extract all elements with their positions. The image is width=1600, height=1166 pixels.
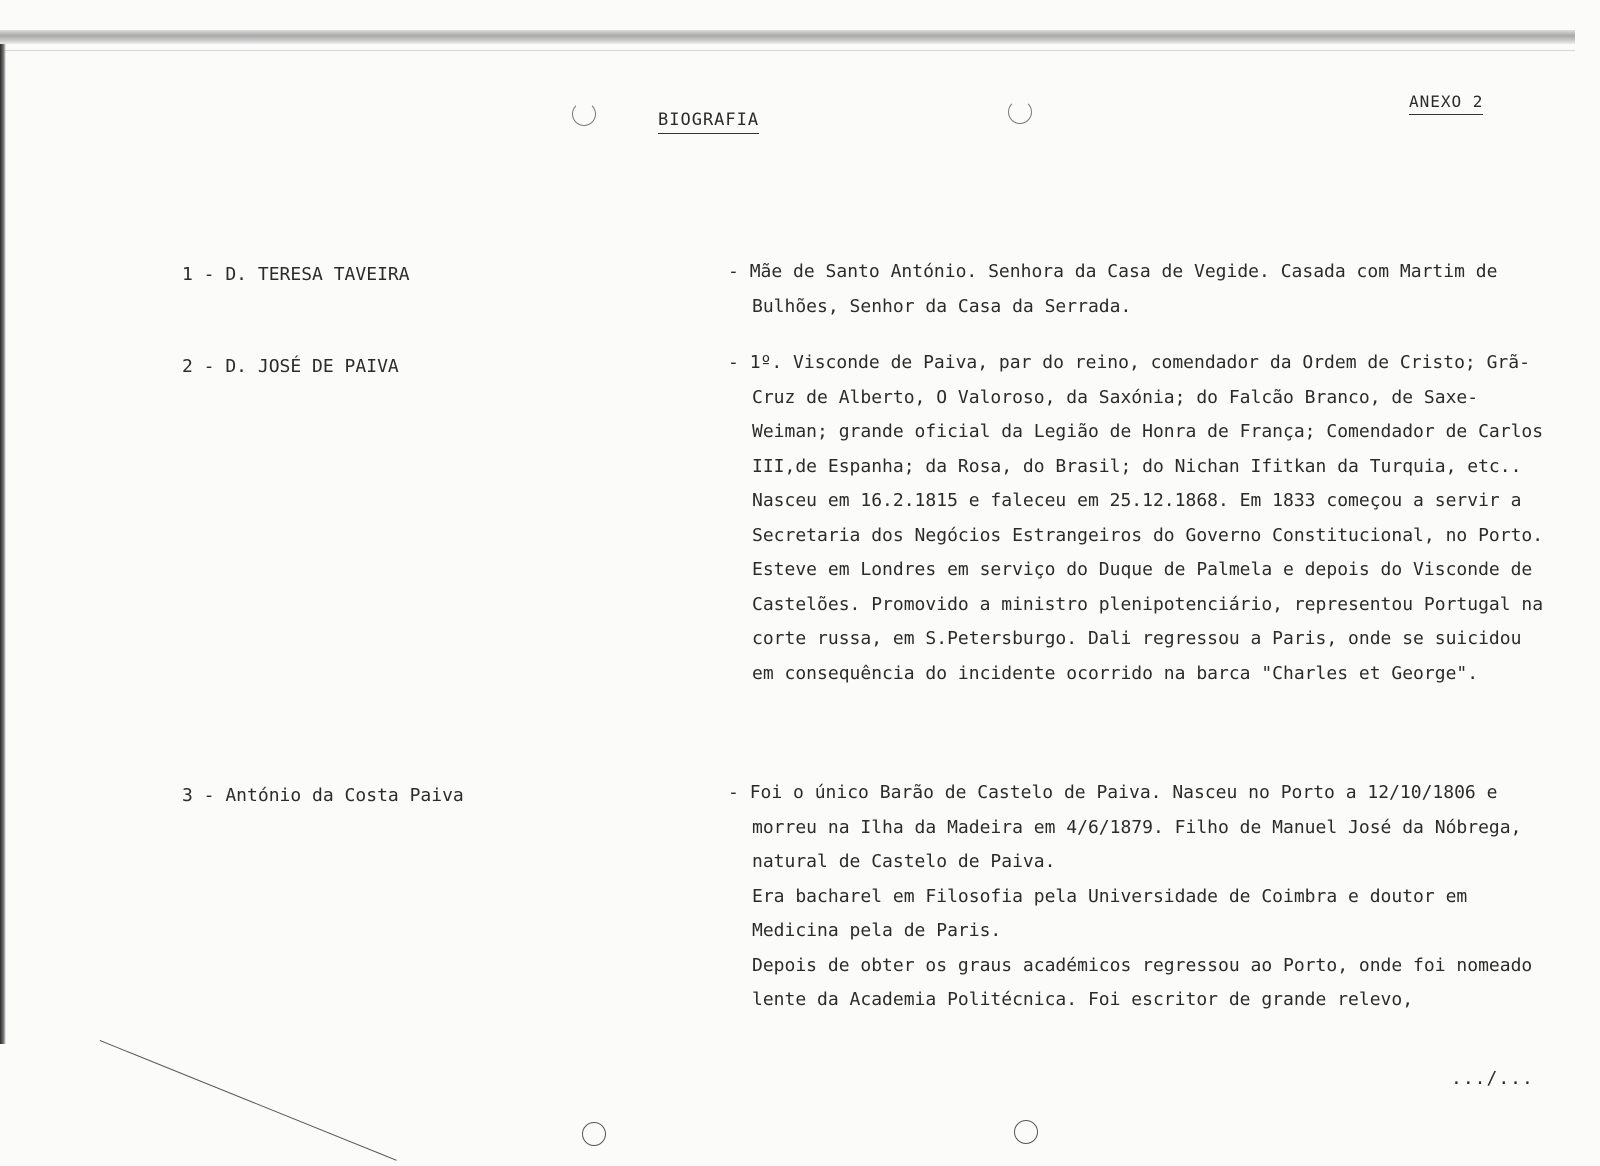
entry-paragraph: - Foi o único Barão de Castelo de Paiva. Nasceu no Porto a 12/10/1806 e morreu na Ilha da Madeira em 4/6/1879. Filho de Manuel José da Nóbrega, natural de Castelo de Paiva.	[728, 776, 1548, 880]
entry-paragraph: Nasceu em 16.2.1815 e faleceu em 25.12.1868. Em 1833 começou a servir a Secretaria dos Negócios Estrangeiros do Governo Constitucional, no Porto. Esteve em Londres em serviço do Duque de Palmela e depois do Visconde de Castelões. Promovido a ministro plenipotenciário, representou Portugal na corte russa, em S.Petersburgo. Dali regressou a Paris, onde se suicidou em consequência do incidente ocorrido na barca "Charles et George".	[752, 490, 1544, 684]
entry-description	[728, 776, 1548, 1018]
entry-description	[728, 255, 1548, 324]
entry-name: 1 - D. TERESA TAVEIRA	[182, 264, 410, 285]
annex-label: ANEXO 2	[1409, 92, 1483, 115]
entry-paragraph: - Mãe de Santo António. Senhora da Casa de Vegide. Casada com Martim de Bulhões, Senhor da Casa da Serrada.	[728, 255, 1548, 324]
entry-paragraph: Era bacharel em Filosofia pela Universidade de Coimbra e doutor em Medicina pela de Paris.	[752, 885, 1468, 941]
page-title: BIOGRAFIA	[658, 110, 759, 134]
scan-top-line	[0, 50, 1575, 51]
entry-paragraph: Depois de obter os graus académicos regressou ao Porto, onde foi nomeado lente da Academia Politécnica. Foi escritor de grande relevo,	[752, 954, 1533, 1010]
scan-left-edge	[0, 44, 6, 1044]
entry-paragraph: - 1º. Visconde de Paiva, par do reino, comendador da Ordem de Cristo; Grã-Cruz de Alberto, O Valoroso, da Saxónia; do Falcão Branco, de Saxe-Weiman; grande oficial da Legião de Honra de França; Comendador de Carlos III,de Espanha; da Rosa, do Brasil; do Nichan Ifitkan da Turquia, etc..	[728, 346, 1548, 484]
entry-description	[728, 346, 1548, 691]
scan-top-edge	[0, 30, 1575, 44]
scan-artifact-line	[100, 1040, 397, 1161]
punch-hole-icon	[1014, 1120, 1038, 1144]
punch-hole-icon	[572, 102, 596, 126]
punch-hole-icon	[582, 1122, 606, 1146]
continuation-mark: .../...	[1451, 1068, 1534, 1089]
entry-name: 2 - D. JOSÉ DE PAIVA	[182, 356, 399, 377]
entry-name: 3 - António da Costa Paiva	[182, 785, 464, 806]
punch-hole-icon	[1008, 100, 1032, 124]
